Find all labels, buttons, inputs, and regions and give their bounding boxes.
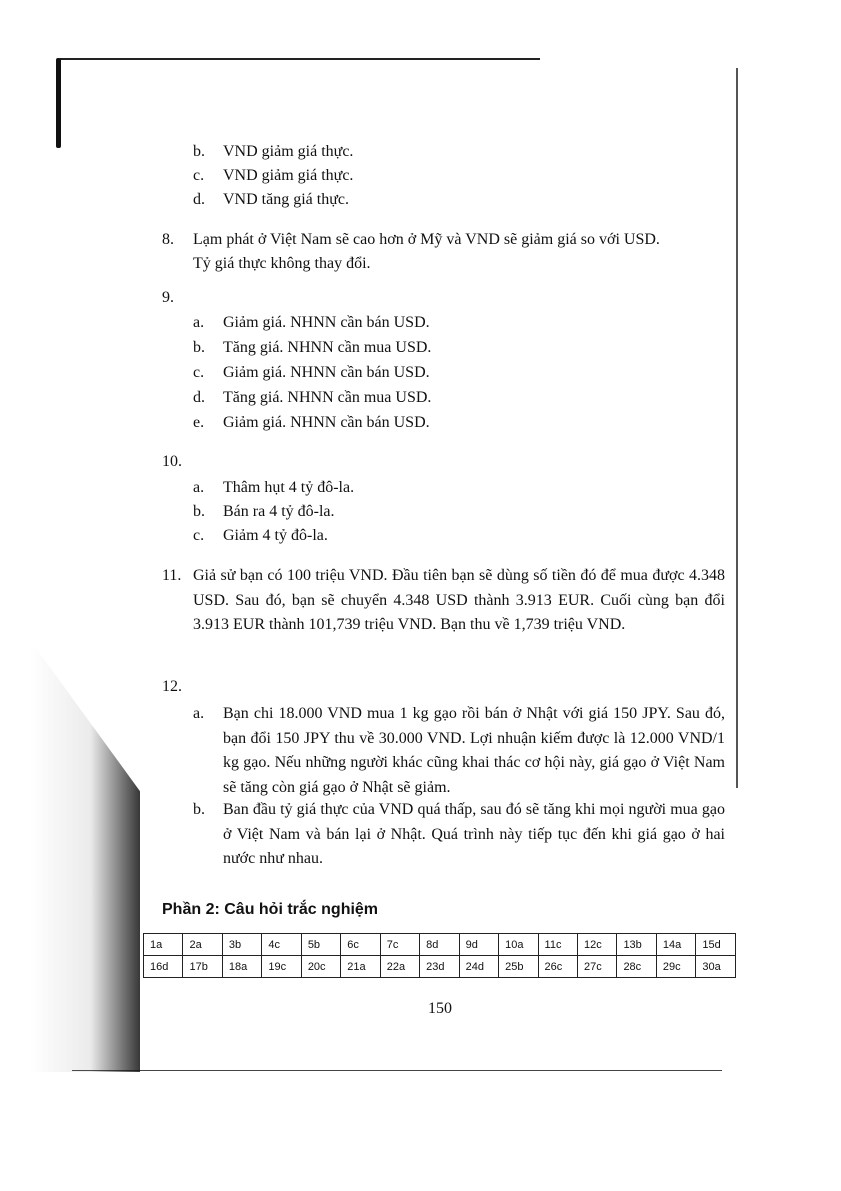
- q7-option-label: c.: [193, 167, 205, 184]
- table-row: [144, 934, 736, 956]
- option-text: Tăng giá. NHNN cần mua USD.: [223, 339, 432, 356]
- option-text: Giảm giá. NHNN cần bán USD.: [223, 364, 430, 381]
- answer-cell: 2a: [183, 934, 222, 956]
- answer-cell: 23d: [420, 956, 459, 978]
- q7-option-text: VND tăng giá thực.: [223, 191, 349, 208]
- answer-key-table: [143, 933, 736, 978]
- option-label: c.: [193, 527, 205, 544]
- option-label: b.: [193, 339, 205, 356]
- question-text: Lạm phát ở Việt Nam sẽ cao hơn ở Mỹ và VND sẽ giảm giá so với USD.: [193, 231, 660, 248]
- option-label: a.: [193, 314, 205, 331]
- option-label: d.: [193, 389, 205, 406]
- answer-cell: 11c: [538, 934, 577, 956]
- option-text: Ban đầu tỷ giá thực của VND quá thấp, sau đó sẽ tăng khi mọi người mua gạo ở Việt Nam và bán lại ở Nhật. Quá trình này tiếp tục đến khi giá gạo ở hai nước như nhau.: [223, 801, 725, 867]
- answer-cell: 6c: [341, 934, 380, 956]
- answer-cell: 3b: [222, 934, 261, 956]
- answer-cell: 17b: [183, 956, 222, 978]
- answer-cell: 24d: [459, 956, 498, 978]
- option-text: Bạn chi 18.000 VND mua 1 kg gạo rồi bán ở Nhật với giá 150 JPY. Sau đó, bạn đổi 150 JPY thu về 30.000 VND. Lợi nhuận kiếm được là 12.000 VND/1 kg gạo. Nếu những người khác cũng khai thác cơ hội này, giá gạo ở Việt Nam sẽ tăng còn giá gạo ở Nhật sẽ giảm.: [223, 705, 725, 796]
- answer-cell: 25b: [499, 956, 538, 978]
- scan-edge-right: [736, 68, 738, 788]
- answer-cell: 22a: [380, 956, 419, 978]
- option-label: b.: [193, 801, 205, 818]
- answer-cell: 7c: [380, 934, 419, 956]
- answer-cell: 19c: [262, 956, 301, 978]
- option-text: Tăng giá. NHNN cần mua USD.: [223, 389, 432, 406]
- question-number: 9.: [162, 289, 174, 306]
- option-text: Giảm giá. NHNN cần bán USD.: [223, 414, 430, 431]
- option-text: Bán ra 4 tỷ đô-la.: [223, 503, 335, 520]
- q7-option-label: d.: [193, 191, 205, 208]
- q7-option-text: VND giảm giá thực.: [223, 167, 354, 184]
- answer-cell: 1a: [144, 934, 183, 956]
- answer-cell: 8d: [420, 934, 459, 956]
- scan-edge-left: [56, 58, 61, 148]
- answer-cell: 14a: [656, 934, 695, 956]
- option-label: c.: [193, 364, 205, 381]
- answer-cell: 5b: [301, 934, 340, 956]
- option-text: Giảm giá. NHNN cần bán USD.: [223, 314, 430, 331]
- option-label: a.: [193, 479, 205, 496]
- answer-cell: 9d: [459, 934, 498, 956]
- question-text: Giả sử bạn có 100 triệu VND. Đầu tiên bạn sẽ dùng số tiền đó để mua được 4.348 USD. Sau đó, bạn sẽ chuyển 4.348 USD thành 3.913 EUR. Cuối cùng bạn đổi 3.913 EUR thành 101,739 triệu VND. Bạn thu về 1,739 triệu VND.: [193, 567, 725, 633]
- scan-edge-top: [60, 58, 540, 60]
- answer-cell: 15d: [696, 934, 736, 956]
- q7-option-text: VND giảm giá thực.: [223, 143, 354, 160]
- answer-cell: 4c: [262, 934, 301, 956]
- option-label: b.: [193, 503, 205, 520]
- table-row: [144, 956, 736, 978]
- answer-cell: 18a: [222, 956, 261, 978]
- answer-cell: 12c: [577, 934, 616, 956]
- question-text: Tỷ giá thực không thay đổi.: [193, 255, 371, 272]
- scan-edge-bottom: [72, 1070, 722, 1071]
- option-text: Thâm hụt 4 tỷ đô-la.: [223, 479, 355, 496]
- answer-cell: 27c: [577, 956, 616, 978]
- question-number: 10.: [162, 453, 182, 470]
- question-number: 8.: [162, 231, 174, 248]
- option-text: Giảm 4 tỷ đô-la.: [223, 527, 328, 544]
- question-number: 12.: [162, 678, 182, 695]
- answer-cell: 29c: [656, 956, 695, 978]
- answer-cell: 26c: [538, 956, 577, 978]
- page-number: 150: [428, 1000, 452, 1017]
- answer-cell: 20c: [301, 956, 340, 978]
- answer-cell: 21a: [341, 956, 380, 978]
- q7-option-label: b.: [193, 143, 205, 160]
- answer-cell: 13b: [617, 934, 656, 956]
- section-heading: Phần 2: Câu hỏi trắc nghiệm: [162, 901, 379, 918]
- answer-cell: 30a: [696, 956, 736, 978]
- question-number: 11.: [162, 567, 182, 584]
- answer-cell: 10a: [499, 934, 538, 956]
- answer-cell: 28c: [617, 956, 656, 978]
- option-label: a.: [193, 705, 205, 722]
- option-label: e.: [193, 414, 205, 431]
- answer-cell: 16d: [144, 956, 183, 978]
